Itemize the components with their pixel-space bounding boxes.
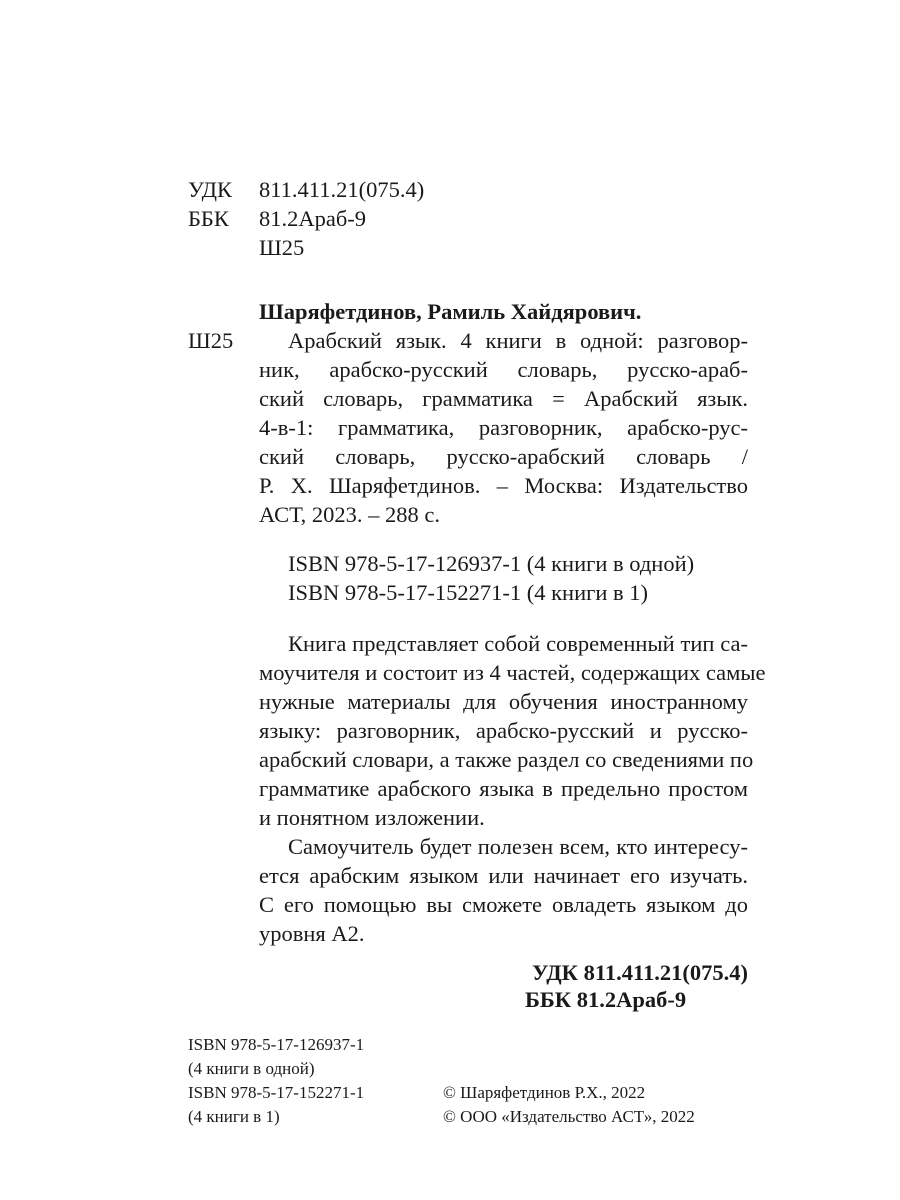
annotation-line: и понятном изложении. [259, 805, 485, 830]
citation-line: Р. Х. Шаряфетдинов. – Москва: Издательство [259, 473, 748, 498]
footer-isbn-line: ISBN 978-5-17-126937-1 [188, 1035, 365, 1054]
citation-line: 4-в-1: грамматика, разговорник, арабско-рус- [259, 415, 748, 440]
annotation-line: грамматике арабского языка в предельно простом [259, 776, 748, 801]
citation-line: ский словарь, грамматика = Арабский язык. [259, 386, 748, 411]
copyright-author: © Шаряфетдинов Р.Х., 2022 [443, 1083, 646, 1102]
citation-line: ник, арабско-русский словарь, русско-араб- [259, 357, 748, 382]
annotation-line: моучителя и состоит из 4 частей, содержащих самые [259, 660, 766, 685]
annotation-line: С его помощью вы сможете овладеть языком до [259, 892, 748, 917]
author-mark-header: Ш25 [259, 235, 305, 260]
footer-isbn-line: (4 книги в 1) [188, 1107, 280, 1126]
isbn-line: ISBN 978-5-17-126937-1 (4 книги в одной) [288, 551, 695, 576]
author-mark: Ш25 [188, 328, 234, 353]
annotation-line: языку: разговорник, арабско-русский и русско- [259, 718, 748, 743]
citation-line: АСТ, 2023. – 288 с. [259, 502, 440, 527]
footer-isbn-line: ISBN 978-5-17-152271-1 [188, 1083, 365, 1102]
footer-isbn-line: (4 книги в одной) [188, 1059, 315, 1078]
author-name: Шаряфетдинов, Рамиль Хайдярович. [259, 299, 642, 324]
bbk-bold: ББК 81.2Араб-9 [525, 987, 687, 1012]
annotation-line: Самоучитель будет полезен всем, кто интересу- [288, 834, 748, 859]
udk-code: 811.411.21(075.4) [259, 177, 425, 202]
udk-label: УДК [188, 177, 233, 202]
bbk-label: ББК [188, 206, 229, 231]
citation-line: ский словарь, русско-арабский словарь / [259, 444, 748, 469]
udk-bold: УДК 811.411.21(075.4) [531, 960, 748, 985]
annotation-line: ется арабским языком или начинает его изучать. [259, 863, 748, 888]
copyright-publisher: © ООО «Издательство АСТ», 2022 [443, 1107, 695, 1126]
annotation-line: Книга представляет собой современный тип са- [288, 631, 748, 656]
annotation-line: нужные материалы для обучения иностранному [259, 689, 748, 714]
annotation-line: уровня А2. [259, 921, 365, 946]
citation-line: Арабский язык. 4 книги в одной: разговор- [288, 328, 748, 353]
annotation-line: арабский словари, а также раздел со сведениями по [259, 747, 754, 772]
isbn-line: ISBN 978-5-17-152271-1 (4 книги в 1) [288, 580, 648, 605]
bbk-code: 81.2Араб-9 [259, 206, 367, 231]
